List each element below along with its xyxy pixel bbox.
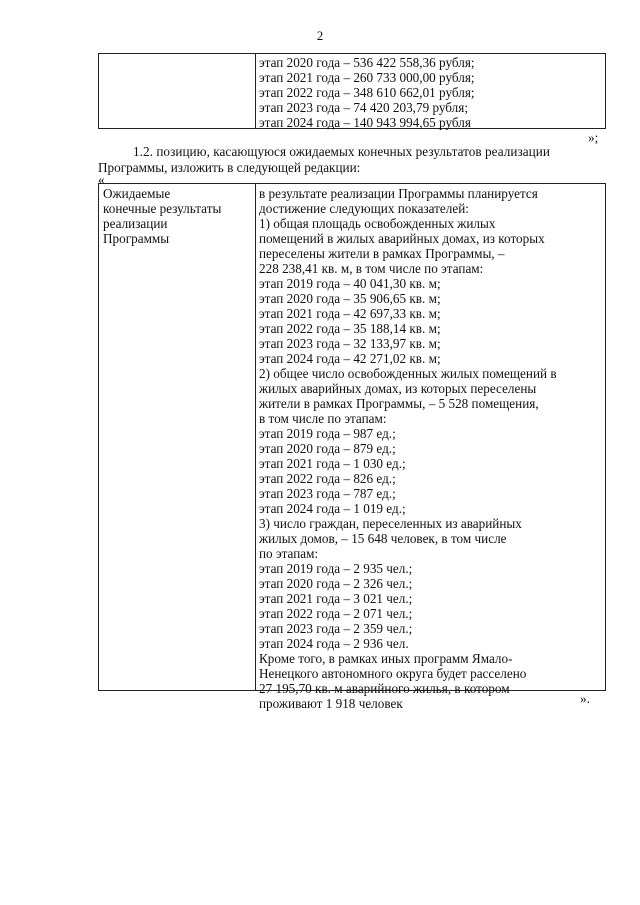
top-table-line: этап 2024 года – 140 943 994,65 рубля <box>259 115 471 130</box>
top-table-right-cell <box>259 55 475 130</box>
right-cell-line: переселены жители в рамках Программы, – <box>259 246 505 261</box>
right-cell-line: в том числе по этапам: <box>259 411 387 426</box>
closing-quote-2: ». <box>580 691 590 706</box>
right-cell-line: Ненецкого автономного округа будет расселено <box>259 666 527 681</box>
right-cell-line: этап 2023 года – 787 ед.; <box>259 486 396 501</box>
right-cell-line: этап 2021 года – 42 697,33 кв. м; <box>259 306 441 321</box>
closing-quote-1: »; <box>588 130 599 145</box>
right-cell-line: помещений в жилых аварийных домах, из которых <box>259 231 545 246</box>
top-table-line: этап 2021 года – 260 733 000,00 рубля; <box>259 70 475 85</box>
right-cell-line: 27 195,70 кв. м аварийного жилья, в котором <box>259 681 510 696</box>
top-table-line: этап 2020 года – 536 422 558,36 рубля; <box>259 55 475 70</box>
right-cell-line: 2) общее число освобожденных жилых помещений в <box>259 366 557 381</box>
top-table-line: этап 2022 года – 348 610 662,01 рубля; <box>259 85 475 100</box>
left-cell-line: Ожидаемые <box>103 186 171 201</box>
right-cell-line: этап 2019 года – 987 ед.; <box>259 426 396 441</box>
right-cell-line: этап 2020 года – 879 ед.; <box>259 441 396 456</box>
right-cell-line: этап 2022 года – 826 ед.; <box>259 471 396 486</box>
right-cell-line: этап 2022 года – 35 188,14 кв. м; <box>259 321 441 336</box>
main-table <box>98 183 606 711</box>
top-table <box>98 53 606 129</box>
right-cell-line: Кроме того, в рамках иных программ Ямало- <box>259 651 513 666</box>
paragraph-line-2: Программы, изложить в следующей редакции: <box>98 160 361 175</box>
right-cell-line: по этапам: <box>259 546 319 561</box>
left-cell-line: конечные результаты <box>103 201 222 216</box>
main-table-divider <box>255 184 256 690</box>
left-cell-line: реализации <box>103 216 168 231</box>
right-cell-line: этап 2024 года – 42 271,02 кв. м; <box>259 351 441 366</box>
opening-quote: « <box>98 172 105 187</box>
right-cell-line: жилых домов, – 15 648 человек, в том числе <box>259 531 507 546</box>
main-table-left-cell <box>103 186 221 246</box>
left-cell-line: Программы <box>103 231 170 246</box>
right-cell-line: достижение следующих показателей: <box>259 201 469 216</box>
top-table-divider <box>255 54 256 128</box>
right-cell-line: этап 2021 года – 3 021 чел.; <box>259 591 413 606</box>
right-cell-line: этап 2019 года – 40 041,30 кв. м; <box>259 276 441 291</box>
right-cell-line: этап 2020 года – 35 906,65 кв. м; <box>259 291 441 306</box>
right-cell-line: жители в рамках Программы, – 5 528 помещения, <box>259 396 539 411</box>
paragraph-line-1: 1.2. позицию, касающуюся ожидаемых конечных результатов реализации <box>133 144 550 159</box>
right-cell-line: этап 2021 года – 1 030 ед.; <box>259 456 406 471</box>
page-number: 2 <box>316 28 324 43</box>
right-cell-line: этап 2023 года – 2 359 чел.; <box>259 621 413 636</box>
top-table-line: этап 2023 года – 74 420 203,79 рубля; <box>259 100 468 115</box>
right-cell-line: 3) число граждан, переселенных из аварийных <box>259 516 522 531</box>
right-cell-line: 1) общая площадь освобожденных жилых <box>259 216 496 231</box>
right-cell-line: этап 2024 года – 2 936 чел. <box>259 636 409 651</box>
right-cell-line: этап 2022 года – 2 071 чел.; <box>259 606 413 621</box>
right-cell-line: проживают 1 918 человек <box>259 696 403 711</box>
right-cell-line: в результате реализации Программы планируется <box>259 186 538 201</box>
right-cell-line: жилых аварийных домах, из которых переселены <box>259 381 537 396</box>
right-cell-line: этап 2020 года – 2 326 чел.; <box>259 576 413 591</box>
right-cell-line: этап 2019 года – 2 935 чел.; <box>259 561 413 576</box>
main-table-right-cell <box>259 186 557 711</box>
right-cell-line: этап 2024 года – 1 019 ед.; <box>259 501 406 516</box>
right-cell-line: 228 238,41 кв. м, в том числе по этапам: <box>259 261 484 276</box>
right-cell-line: этап 2023 года – 32 133,97 кв. м; <box>259 336 441 351</box>
